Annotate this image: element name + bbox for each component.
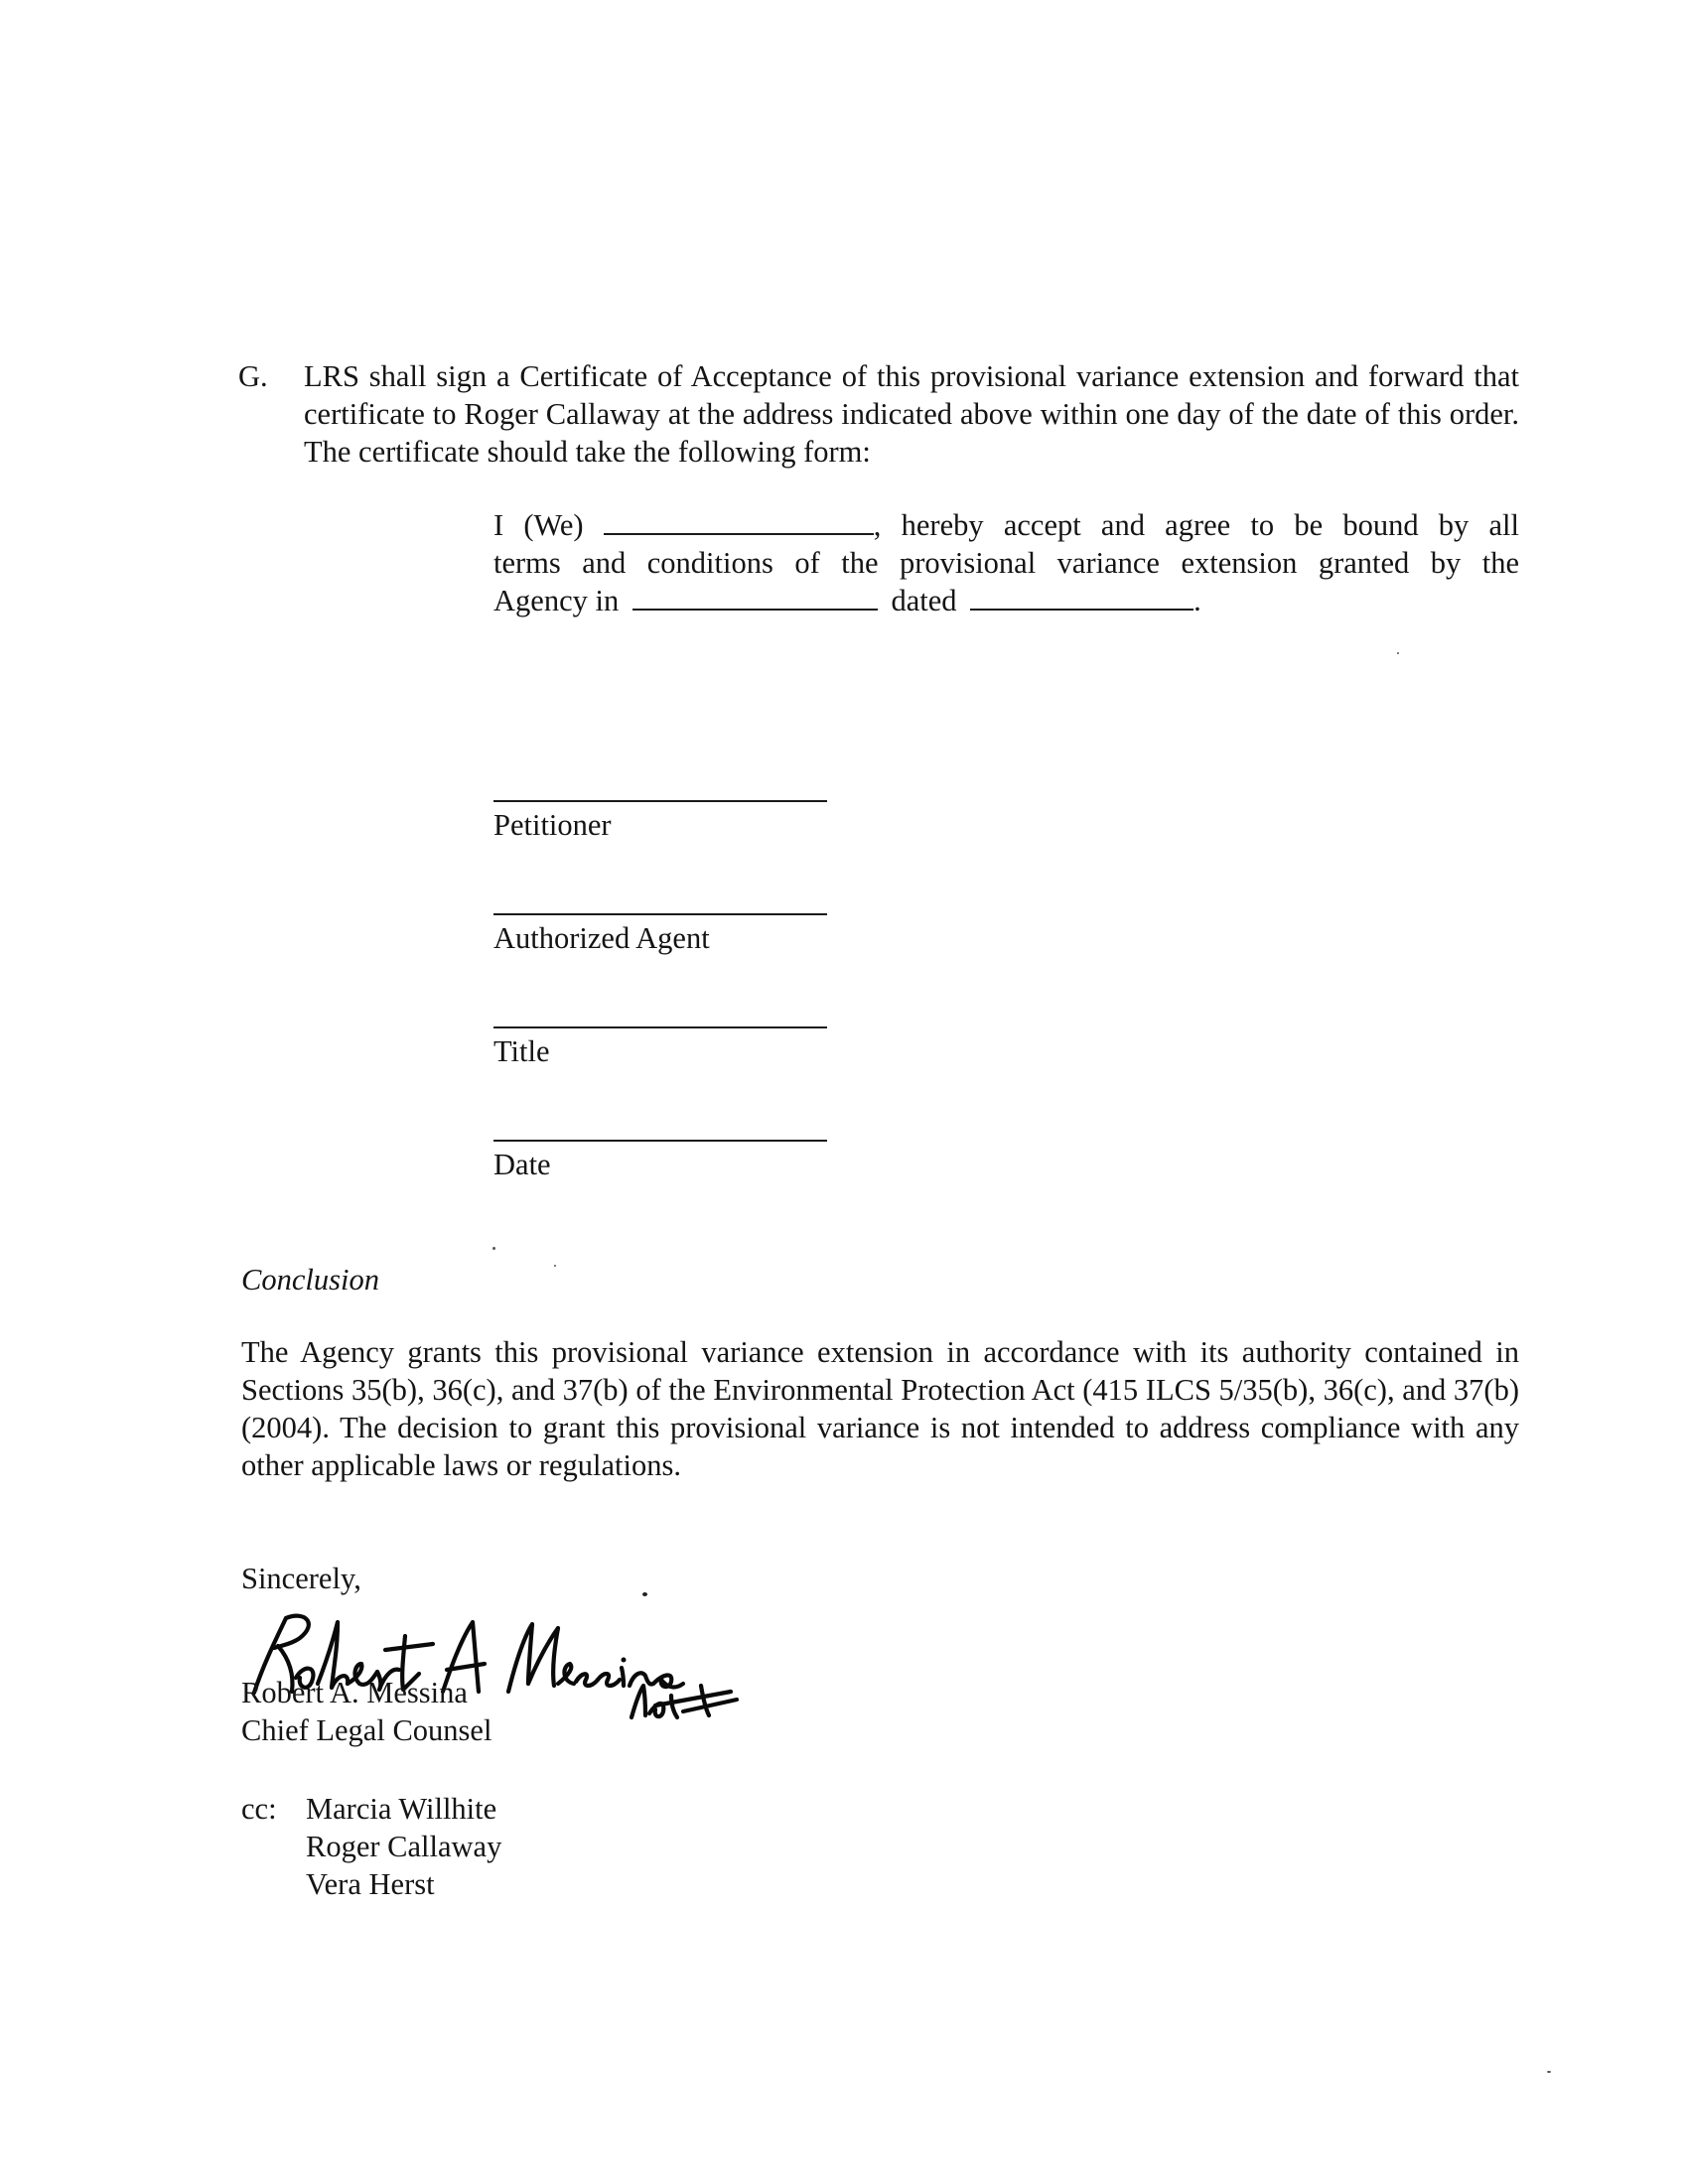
date-label: Date	[493, 1148, 551, 1181]
petitioner-line	[493, 800, 827, 802]
item-g-text: LRS shall sign a Certificate of Acceptance of this provisional variance extension and forward that certificate to Roger Callaway at the address indicated above within one day of the date of this order. The certificate should take the following form:	[304, 359, 1519, 469]
signer-name: Robert A. Messina	[241, 1676, 468, 1709]
certificate-line-2: terms and conditions of the provisional variance extension granted by the	[493, 546, 1519, 580]
scan-speck	[1397, 652, 1399, 654]
signer-title: Chief Legal Counsel	[241, 1713, 492, 1747]
petitioner-field	[493, 800, 827, 844]
petitioner-label: Petitioner	[493, 808, 612, 842]
cc-recipient: Vera Herst	[306, 1867, 435, 1901]
cc-recipient: Marcia Willhite	[306, 1792, 497, 1826]
certificate-line-1-prefix: I (We)	[493, 508, 584, 542]
scan-speck	[492, 1247, 495, 1250]
scan-speck	[642, 1592, 647, 1596]
authorized-agent-line	[493, 913, 827, 915]
item-g-letter: G.	[238, 359, 268, 393]
scan-speck	[554, 1265, 556, 1267]
certificate-line-3-suffix: .	[1193, 584, 1201, 617]
certificate-date-blank	[970, 583, 1193, 611]
certificate-line-1-suffix: , hereby accept and agree to be bound by all	[873, 508, 1519, 542]
certificate-agency-blank	[632, 583, 878, 611]
scan-speck	[1547, 2071, 1551, 2073]
certificate-line-3	[493, 582, 1519, 619]
certificate-line-3-prefix: Agency in	[493, 584, 620, 617]
certificate-form	[493, 506, 1519, 619]
authorized-agent-field	[493, 913, 827, 957]
authorized-agent-label: Authorized Agent	[493, 921, 710, 955]
certificate-name-blank	[604, 507, 874, 535]
date-field	[493, 1140, 827, 1183]
title-label: Title	[493, 1034, 550, 1068]
closing-salutation: Sincerely,	[241, 1562, 361, 1595]
conclusion-heading: Conclusion	[241, 1263, 379, 1297]
title-line	[493, 1026, 827, 1028]
date-line	[493, 1140, 827, 1142]
certificate-line-3-middle: dated	[891, 584, 957, 617]
cc-list	[306, 1790, 501, 1903]
title-field	[493, 1026, 827, 1070]
cc-recipient: Roger Callaway	[306, 1830, 502, 1863]
conclusion-text: The Agency grants this provisional variance extension in accordance with its authority contained in Sections 35(b), 36(c), and 37(b) of the Environmental Protection Act (415 ILCS 5/35(b), 36(c), and 37(b) (2004). The decision to grant this provisional variance is not intended to address compliance with any other applicable laws or regulations.	[241, 1335, 1519, 1482]
certificate-line-1	[493, 506, 1519, 544]
cc-label: cc:	[241, 1792, 277, 1826]
